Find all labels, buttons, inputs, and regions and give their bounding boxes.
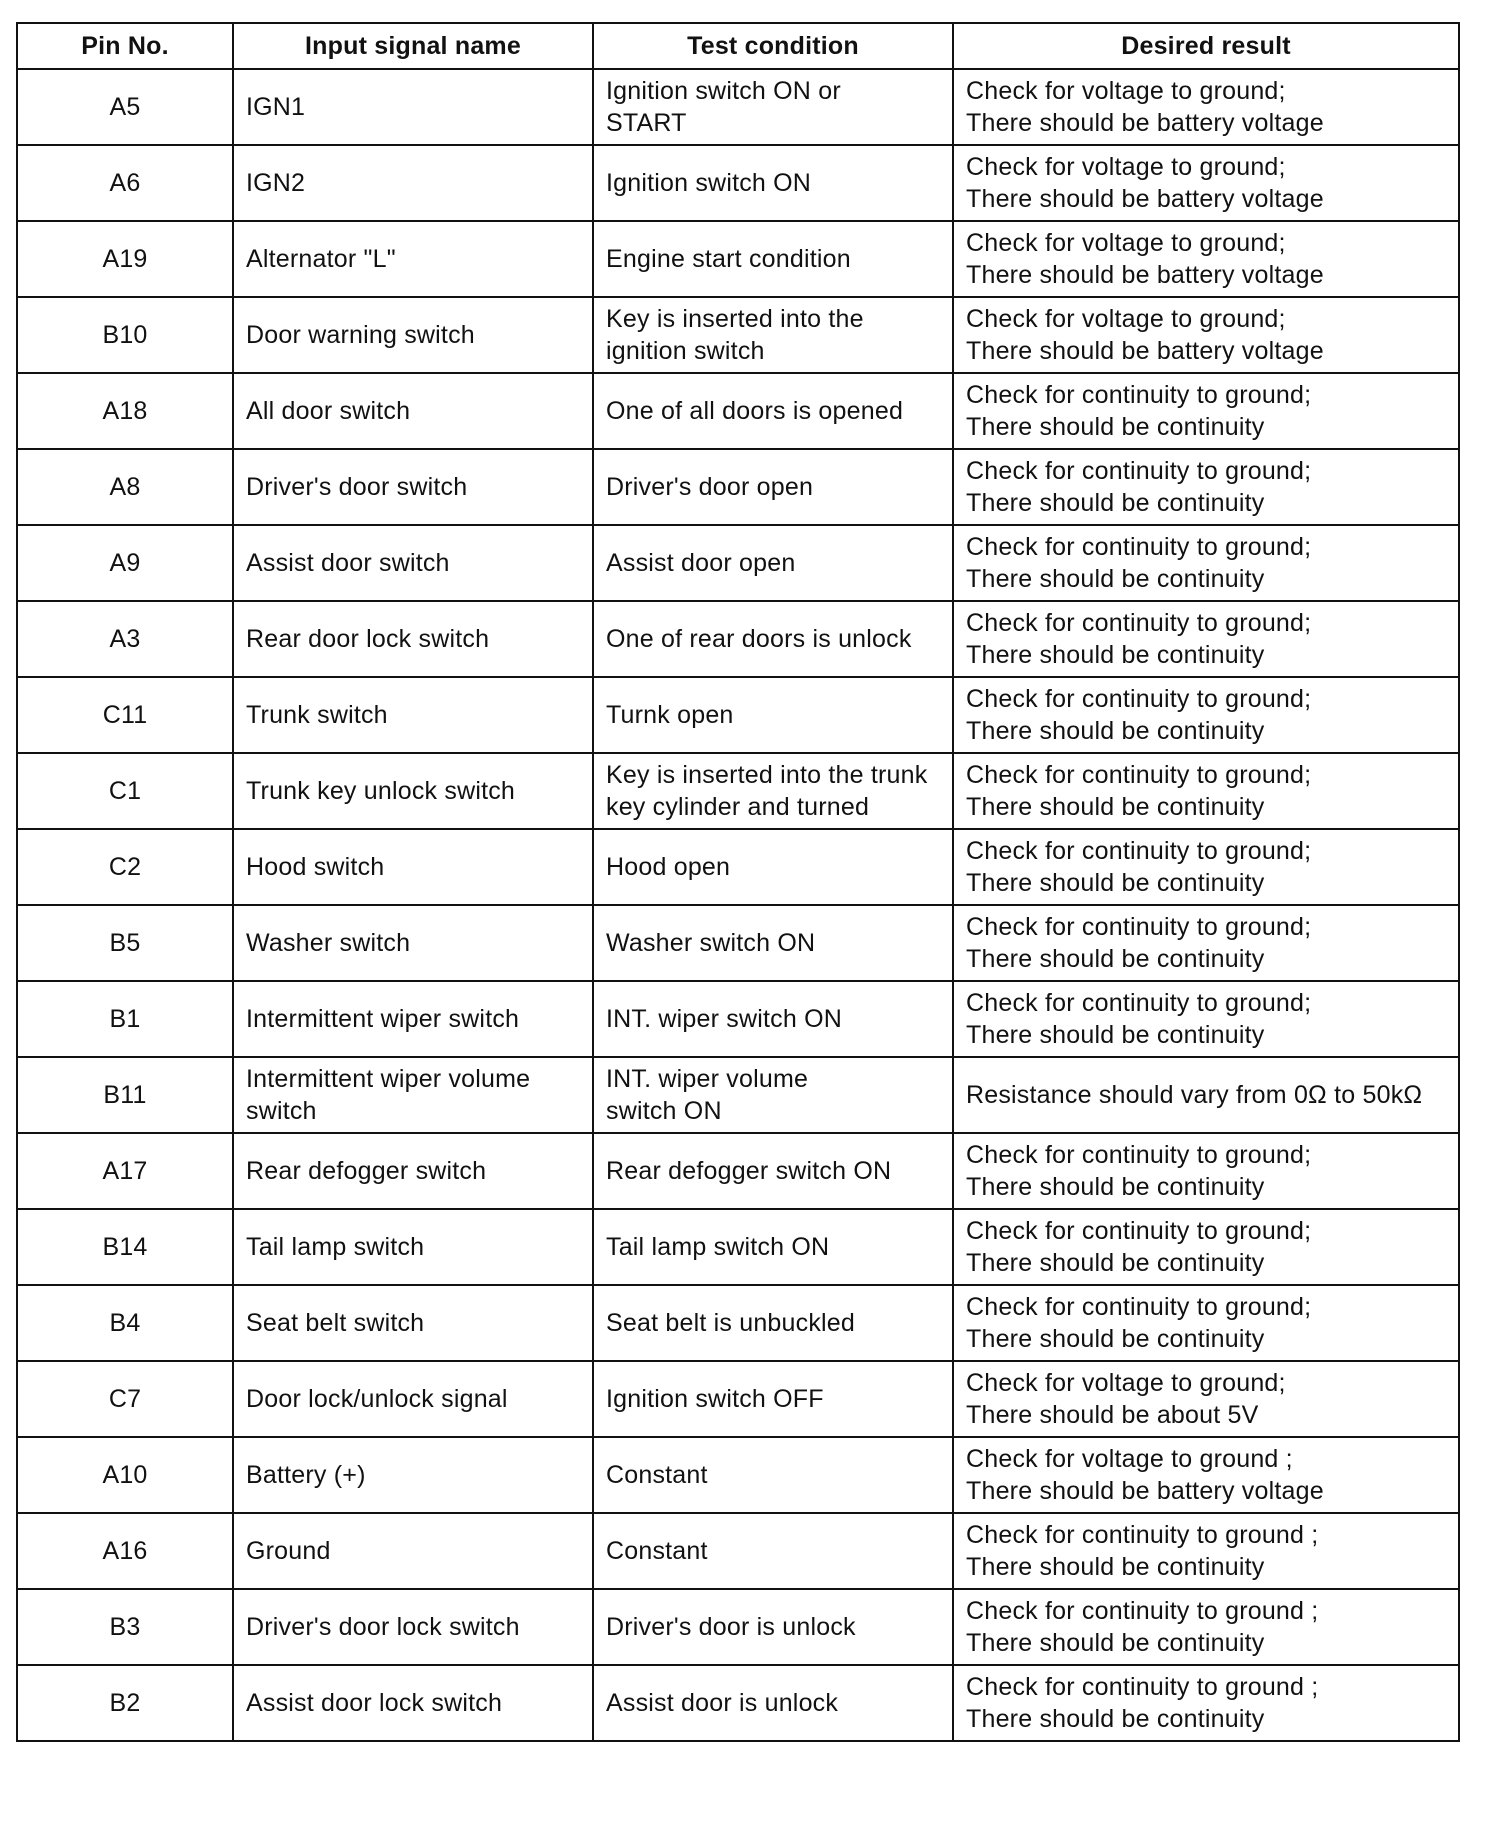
cell-text-line: There should be continuity <box>966 1173 1265 1201</box>
cell-text-line: There should be continuity <box>966 945 1265 973</box>
cell-text-line: Check for continuity to ground; <box>966 1293 1312 1321</box>
test-condition-cell <box>593 753 953 829</box>
table-header <box>17 23 1459 69</box>
desired-result-cell <box>953 1133 1459 1209</box>
pin-number-cell: B2 <box>17 1665 233 1741</box>
table-row <box>17 525 1459 601</box>
cell-text-line: There should be battery voltage <box>966 185 1324 213</box>
desired-result-cell <box>953 449 1459 525</box>
cell-text-line: There should be battery voltage <box>966 1477 1324 1505</box>
signal-name-cell <box>233 753 593 829</box>
table-row <box>17 1437 1459 1513</box>
test-condition-cell <box>593 297 953 373</box>
signal-name-cell <box>233 1057 593 1133</box>
cell-text-line: There should be continuity <box>966 1705 1265 1733</box>
cell-text-line: Check for voltage to ground; <box>966 77 1286 105</box>
test-condition-cell <box>593 69 953 145</box>
header-row <box>17 23 1459 69</box>
pin-number-cell: A9 <box>17 525 233 601</box>
test-condition-cell <box>593 981 953 1057</box>
signal-name-cell <box>233 373 593 449</box>
test-condition-cell <box>593 829 953 905</box>
header-pin-no: Pin No. <box>17 23 233 69</box>
cell-text-line: START <box>606 109 687 137</box>
pin-number-cell: B14 <box>17 1209 233 1285</box>
pin-number-cell: B4 <box>17 1285 233 1361</box>
cell-text-line: There should be battery voltage <box>966 261 1324 289</box>
pin-number-cell: C11 <box>17 677 233 753</box>
pin-number-cell: B5 <box>17 905 233 981</box>
cell-text-line: Rear door lock switch <box>246 625 490 653</box>
desired-result-cell <box>953 753 1459 829</box>
test-condition-cell <box>593 145 953 221</box>
desired-result-cell <box>953 829 1459 905</box>
cell-text-line: Hood open <box>606 853 731 881</box>
header-desired-result: Desired result <box>953 23 1459 69</box>
test-condition-cell <box>593 1209 953 1285</box>
cell-text-line: Key is inserted into the <box>606 305 864 333</box>
header-input-signal-name: Input signal name <box>233 23 593 69</box>
cell-text-line: Assist door switch <box>246 549 450 577</box>
cell-text-line: switch <box>246 1097 317 1125</box>
test-condition-cell <box>593 221 953 297</box>
cell-text-line: Ignition switch OFF <box>606 1385 824 1413</box>
cell-text-line: One of all doors is opened <box>606 397 904 425</box>
pin-number-cell: C1 <box>17 753 233 829</box>
cell-text-line: Driver's door switch <box>246 473 468 501</box>
cell-text-line: Seat belt switch <box>246 1309 425 1337</box>
cell-text-line: key cylinder and turned <box>606 793 870 821</box>
desired-result-cell <box>953 905 1459 981</box>
cell-text-line: Check for continuity to ground; <box>966 1141 1312 1169</box>
pin-number-cell: A3 <box>17 601 233 677</box>
cell-text-line: INT. wiper switch ON <box>606 1005 842 1033</box>
signal-name-cell <box>233 145 593 221</box>
table-row <box>17 981 1459 1057</box>
pin-number-cell: A5 <box>17 69 233 145</box>
cell-text-line: There should be continuity <box>966 717 1265 745</box>
table-row <box>17 829 1459 905</box>
pin-number-cell: C7 <box>17 1361 233 1437</box>
signal-name-cell <box>233 1437 593 1513</box>
cell-text-line: Intermittent wiper volume <box>246 1065 531 1093</box>
test-condition-cell <box>593 1513 953 1589</box>
cell-text-line: Check for continuity to ground; <box>966 1217 1312 1245</box>
pin-number-cell: B11 <box>17 1057 233 1133</box>
cell-text-line: Washer switch <box>246 929 411 957</box>
test-condition-cell <box>593 1437 953 1513</box>
desired-result-cell <box>953 601 1459 677</box>
cell-text-line: There should be continuity <box>966 1021 1265 1049</box>
cell-text-line: Driver's door lock switch <box>246 1613 520 1641</box>
desired-result-cell <box>953 1361 1459 1437</box>
table-row <box>17 1513 1459 1589</box>
test-condition-cell <box>593 601 953 677</box>
signal-name-cell <box>233 829 593 905</box>
cell-text-line: Door lock/unlock signal <box>246 1385 508 1413</box>
cell-text-line: Seat belt is unbuckled <box>606 1309 856 1337</box>
cell-text-line: Trunk key unlock switch <box>246 777 516 805</box>
table-row <box>17 1665 1459 1741</box>
signal-name-cell <box>233 677 593 753</box>
table-row <box>17 145 1459 221</box>
cell-text-line: Washer switch ON <box>606 929 816 957</box>
cell-text-line: Check for continuity to ground; <box>966 837 1312 865</box>
signal-name-cell <box>233 1589 593 1665</box>
cell-text-line: Rear defogger switch ON <box>606 1157 892 1185</box>
desired-result-cell <box>953 525 1459 601</box>
table-row <box>17 753 1459 829</box>
cell-text-line: Assist door open <box>606 549 796 577</box>
cell-text-line: There should be continuity <box>966 1553 1265 1581</box>
signal-name-cell <box>233 601 593 677</box>
test-condition-cell <box>593 1665 953 1741</box>
desired-result-cell <box>953 221 1459 297</box>
signal-name-cell <box>233 1285 593 1361</box>
test-condition-cell <box>593 1133 953 1209</box>
table-row <box>17 449 1459 525</box>
cell-text-line: IGN1 <box>246 93 306 121</box>
test-condition-cell <box>593 1057 953 1133</box>
test-condition-cell <box>593 525 953 601</box>
cell-text-line: Ignition switch ON <box>606 169 812 197</box>
desired-result-cell <box>953 1285 1459 1361</box>
cell-text-line: There should be continuity <box>966 869 1265 897</box>
cell-text-line: Check for continuity to ground; <box>966 685 1312 713</box>
cell-text-line: Trunk switch <box>246 701 388 729</box>
cell-text-line: Hood switch <box>246 853 385 881</box>
desired-result-cell <box>953 1589 1459 1665</box>
cell-text-line: Ground <box>246 1537 331 1565</box>
pin-number-cell: A17 <box>17 1133 233 1209</box>
cell-text-line: Resistance should vary from 0Ω to 50kΩ <box>966 1081 1423 1109</box>
cell-text-line: Check for voltage to ground; <box>966 305 1286 333</box>
cell-text-line: There should be continuity <box>966 1249 1265 1277</box>
cell-text-line: Check for voltage to ground; <box>966 153 1286 181</box>
cell-text-line: Turnk open <box>606 701 734 729</box>
desired-result-cell <box>953 373 1459 449</box>
cell-text-line: Constant <box>606 1537 708 1565</box>
test-condition-cell <box>593 1589 953 1665</box>
desired-result-cell <box>953 1209 1459 1285</box>
cell-text-line: There should be continuity <box>966 1325 1265 1353</box>
desired-result-cell <box>953 1665 1459 1741</box>
cell-text-line: There should be continuity <box>966 641 1265 669</box>
test-condition-cell <box>593 1361 953 1437</box>
test-condition-cell <box>593 449 953 525</box>
signal-name-cell <box>233 905 593 981</box>
cell-text-line: Door warning switch <box>246 321 475 349</box>
test-condition-cell <box>593 373 953 449</box>
table-row <box>17 69 1459 145</box>
pin-number-cell: C2 <box>17 829 233 905</box>
header-test-condition: Test condition <box>593 23 953 69</box>
cell-text-line: There should be continuity <box>966 793 1265 821</box>
table-row <box>17 1209 1459 1285</box>
pin-number-cell: A10 <box>17 1437 233 1513</box>
cell-text-line: All door switch <box>246 397 411 425</box>
table-row <box>17 1285 1459 1361</box>
desired-result-cell <box>953 145 1459 221</box>
signal-name-cell <box>233 297 593 373</box>
table-row <box>17 221 1459 297</box>
signal-name-cell <box>233 1209 593 1285</box>
pin-number-cell: A8 <box>17 449 233 525</box>
pin-signal-table <box>16 22 1460 1742</box>
table-row <box>17 1589 1459 1665</box>
table-row <box>17 297 1459 373</box>
cell-text-line: There should be about 5V <box>966 1401 1259 1429</box>
test-condition-cell <box>593 1285 953 1361</box>
desired-result-cell <box>953 1513 1459 1589</box>
cell-text-line: Check for voltage to ground ; <box>966 1445 1293 1473</box>
signal-name-cell <box>233 525 593 601</box>
cell-text-line: Constant <box>606 1461 708 1489</box>
signal-name-cell <box>233 1665 593 1741</box>
cell-text-line: There should be continuity <box>966 1629 1265 1657</box>
cell-text-line: There should be battery voltage <box>966 337 1324 365</box>
table-row <box>17 1361 1459 1437</box>
desired-result-cell <box>953 677 1459 753</box>
cell-text-line: Check for continuity to ground; <box>966 761 1312 789</box>
desired-result-cell <box>953 1057 1459 1133</box>
cell-text-line: Check for continuity to ground; <box>966 989 1312 1017</box>
signal-name-cell <box>233 981 593 1057</box>
cell-text-line: Key is inserted into the trunk <box>606 761 928 789</box>
cell-text-line: Ignition switch ON or <box>606 77 841 105</box>
test-condition-cell <box>593 677 953 753</box>
cell-text-line: Check for continuity to ground ; <box>966 1597 1319 1625</box>
cell-text-line: ignition switch <box>606 337 765 365</box>
cell-text-line: Intermittent wiper switch <box>246 1005 520 1033</box>
signal-name-cell <box>233 1513 593 1589</box>
table-row <box>17 373 1459 449</box>
table-row <box>17 905 1459 981</box>
cell-text-line: One of rear doors is unlock <box>606 625 912 653</box>
cell-text-line: Check for continuity to ground; <box>966 533 1312 561</box>
cell-text-line: There should be continuity <box>966 413 1265 441</box>
pin-number-cell: B1 <box>17 981 233 1057</box>
cell-text-line: IGN2 <box>246 169 306 197</box>
signal-name-cell <box>233 1361 593 1437</box>
test-condition-cell <box>593 905 953 981</box>
cell-text-line: Assist door lock switch <box>246 1689 503 1717</box>
cell-text-line: Check for continuity to ground; <box>966 457 1312 485</box>
table-row <box>17 677 1459 753</box>
cell-text-line: Check for continuity to ground; <box>966 913 1312 941</box>
desired-result-cell <box>953 297 1459 373</box>
cell-text-line: Check for continuity to ground ; <box>966 1673 1319 1701</box>
cell-text-line: Driver's door open <box>606 473 814 501</box>
signal-name-cell <box>233 69 593 145</box>
table-row <box>17 601 1459 677</box>
cell-text-line: Tail lamp switch <box>246 1233 425 1261</box>
cell-text-line: Check for voltage to ground; <box>966 229 1286 257</box>
cell-text-line: Driver's door is unlock <box>606 1613 856 1641</box>
pin-number-cell: A19 <box>17 221 233 297</box>
table-row <box>17 1133 1459 1209</box>
cell-text-line: switch ON <box>606 1097 722 1125</box>
cell-text-line: Rear defogger switch <box>246 1157 487 1185</box>
cell-text-line: There should be continuity <box>966 489 1265 517</box>
table-body <box>17 69 1459 1741</box>
cell-text-line: There should be battery voltage <box>966 109 1324 137</box>
pin-number-cell: B10 <box>17 297 233 373</box>
pin-number-cell: A18 <box>17 373 233 449</box>
cell-text-line: There should be continuity <box>966 565 1265 593</box>
cell-text-line: Battery (+) <box>246 1461 366 1489</box>
pin-number-cell: A6 <box>17 145 233 221</box>
desired-result-cell <box>953 981 1459 1057</box>
pin-number-cell: B3 <box>17 1589 233 1665</box>
cell-text-line: Alternator "L" <box>246 245 396 273</box>
signal-name-cell <box>233 449 593 525</box>
table-row <box>17 1057 1459 1133</box>
cell-text-line: Check for voltage to ground; <box>966 1369 1286 1397</box>
cell-text-line: Assist door is unlock <box>606 1689 839 1717</box>
desired-result-cell <box>953 1437 1459 1513</box>
cell-text-line: Check for continuity to ground; <box>966 381 1312 409</box>
pin-number-cell: A16 <box>17 1513 233 1589</box>
cell-text-line: Engine start condition <box>606 245 851 273</box>
cell-text-line: Check for continuity to ground ; <box>966 1521 1319 1549</box>
cell-text-line: INT. wiper volume <box>606 1065 809 1093</box>
cell-text-line: Tail lamp switch ON <box>606 1233 830 1261</box>
desired-result-cell <box>953 69 1459 145</box>
cell-text-line: Check for continuity to ground; <box>966 609 1312 637</box>
signal-name-cell <box>233 221 593 297</box>
signal-name-cell <box>233 1133 593 1209</box>
